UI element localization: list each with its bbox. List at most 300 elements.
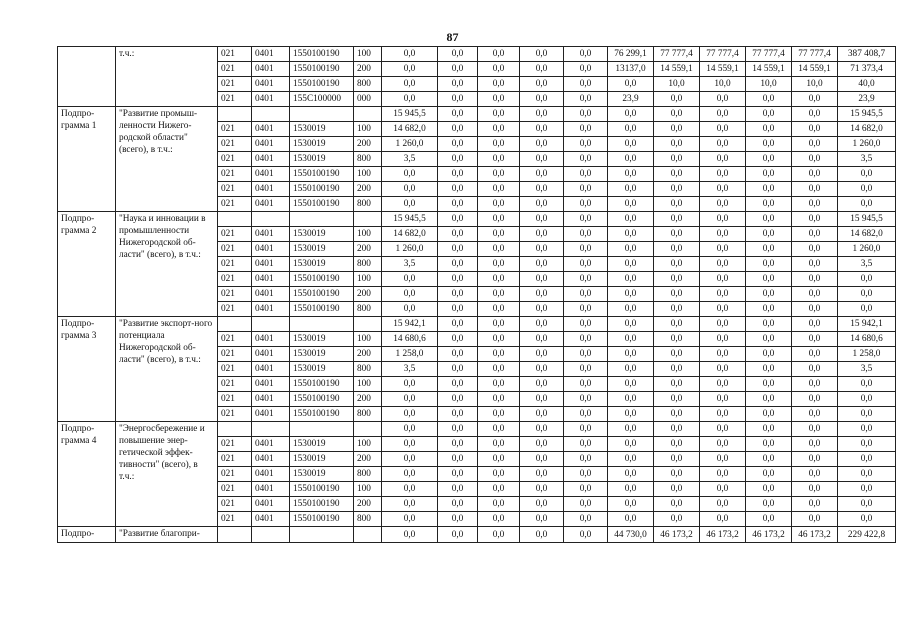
amount-cell: 0,0 <box>520 137 564 152</box>
subprogram-label: Подпро- <box>58 527 116 543</box>
amount-cell: 0,0 <box>478 422 520 437</box>
amount-cell: 0,0 <box>382 302 438 317</box>
amount-cell: 0,0 <box>700 467 746 482</box>
amount-cell: 15 945,5 <box>838 212 896 227</box>
amount-cell: 0,0 <box>608 362 654 377</box>
amount-cell: 77 777,4 <box>700 47 746 62</box>
amount-cell: 0,0 <box>564 362 608 377</box>
amount-cell: 3,5 <box>382 257 438 272</box>
budget-code-cell: 200 <box>354 242 382 257</box>
amount-cell: 0,0 <box>438 512 478 527</box>
amount-cell: 0,0 <box>700 167 746 182</box>
amount-cell: 0,0 <box>838 437 896 452</box>
subprogram-label: Подпро-грамма 3 <box>58 317 116 422</box>
budget-code-cell: 021 <box>218 512 252 527</box>
budget-code-cell: 0401 <box>252 452 290 467</box>
budget-code-cell: 800 <box>354 467 382 482</box>
budget-code-cell <box>252 422 290 437</box>
amount-cell: 0,0 <box>700 392 746 407</box>
amount-cell: 0,0 <box>608 107 654 122</box>
budget-code-cell: 100 <box>354 332 382 347</box>
amount-cell: 0,0 <box>478 197 520 212</box>
amount-cell: 0,0 <box>700 437 746 452</box>
amount-cell: 15 945,5 <box>382 107 438 122</box>
amount-cell: 77 777,4 <box>654 47 700 62</box>
budget-code-cell: 0401 <box>252 347 290 362</box>
amount-cell: 71 373,4 <box>838 62 896 77</box>
amount-cell: 0,0 <box>746 257 792 272</box>
amount-cell: 0,0 <box>564 137 608 152</box>
amount-cell: 0,0 <box>478 137 520 152</box>
amount-cell: 0,0 <box>746 137 792 152</box>
amount-cell: 0,0 <box>700 302 746 317</box>
amount-cell: 0,0 <box>478 467 520 482</box>
amount-cell: 14 559,1 <box>700 62 746 77</box>
amount-cell: 0,0 <box>746 152 792 167</box>
amount-cell: 0,0 <box>564 302 608 317</box>
amount-cell: 14 682,0 <box>838 227 896 242</box>
amount-cell: 0,0 <box>746 302 792 317</box>
amount-cell: 0,0 <box>838 272 896 287</box>
subprogram-label: Подпро-грамма 1 <box>58 107 116 212</box>
amount-cell: 0,0 <box>792 182 838 197</box>
budget-code-cell: 0401 <box>252 197 290 212</box>
budget-code-cell: 021 <box>218 287 252 302</box>
amount-cell: 0,0 <box>746 182 792 197</box>
budget-code-cell: 0401 <box>252 122 290 137</box>
amount-cell: 0,0 <box>700 452 746 467</box>
amount-cell: 0,0 <box>792 212 838 227</box>
amount-cell: 0,0 <box>564 182 608 197</box>
amount-cell: 0,0 <box>520 407 564 422</box>
budget-code-cell: 0401 <box>252 242 290 257</box>
budget-code-cell: 1530019 <box>290 362 354 377</box>
amount-cell: 0,0 <box>746 332 792 347</box>
amount-cell: 0,0 <box>654 512 700 527</box>
amount-cell: 0,0 <box>746 287 792 302</box>
budget-code-cell <box>218 317 252 332</box>
amount-cell: 0,0 <box>382 497 438 512</box>
amount-cell: 0,0 <box>438 197 478 212</box>
amount-cell: 0,0 <box>838 452 896 467</box>
amount-cell: 0,0 <box>700 287 746 302</box>
amount-cell: 0,0 <box>746 242 792 257</box>
amount-cell: 0,0 <box>608 152 654 167</box>
amount-cell: 0,0 <box>520 377 564 392</box>
amount-cell: 0,0 <box>438 62 478 77</box>
amount-cell: 0,0 <box>838 197 896 212</box>
amount-cell: 0,0 <box>564 47 608 62</box>
amount-cell: 0,0 <box>792 257 838 272</box>
amount-cell: 0,0 <box>608 452 654 467</box>
amount-cell: 0,0 <box>654 107 700 122</box>
amount-cell: 0,0 <box>700 497 746 512</box>
amount-cell: 0,0 <box>700 227 746 242</box>
amount-cell: 0,0 <box>608 302 654 317</box>
amount-cell: 0,0 <box>438 497 478 512</box>
budget-code-cell <box>354 317 382 332</box>
budget-code-cell: 1530019 <box>290 437 354 452</box>
amount-cell: 0,0 <box>438 407 478 422</box>
budget-code-cell: 021 <box>218 182 252 197</box>
amount-cell: 0,0 <box>382 467 438 482</box>
amount-cell: 0,0 <box>700 422 746 437</box>
amount-cell: 0,0 <box>478 257 520 272</box>
amount-cell: 3,5 <box>838 257 896 272</box>
amount-cell: 0,0 <box>478 377 520 392</box>
amount-cell: 0,0 <box>382 437 438 452</box>
amount-cell: 46 173,2 <box>654 527 700 543</box>
amount-cell: 0,0 <box>478 182 520 197</box>
amount-cell: 0,0 <box>478 92 520 107</box>
budget-code-cell <box>218 527 252 543</box>
budget-code-cell: 021 <box>218 122 252 137</box>
amount-cell: 13137,0 <box>608 62 654 77</box>
amount-cell: 0,0 <box>654 287 700 302</box>
amount-cell: 0,0 <box>608 122 654 137</box>
budget-code-cell <box>290 212 354 227</box>
amount-cell: 0,0 <box>564 437 608 452</box>
amount-cell: 0,0 <box>438 482 478 497</box>
amount-cell: 0,0 <box>746 167 792 182</box>
amount-cell: 0,0 <box>792 452 838 467</box>
amount-cell: 0,0 <box>520 227 564 242</box>
amount-cell: 0,0 <box>654 272 700 287</box>
amount-cell: 0,0 <box>746 407 792 422</box>
amount-cell: 14 559,1 <box>746 62 792 77</box>
budget-code-cell: 200 <box>354 62 382 77</box>
amount-cell: 0,0 <box>792 497 838 512</box>
amount-cell: 0,0 <box>520 92 564 107</box>
amount-cell: 1 260,0 <box>838 242 896 257</box>
amount-cell: 0,0 <box>520 302 564 317</box>
amount-cell: 0,0 <box>746 197 792 212</box>
amount-cell: 0,0 <box>478 407 520 422</box>
subprogram-label: Подпро-грамма 4 <box>58 422 116 527</box>
amount-cell: 0,0 <box>608 137 654 152</box>
budget-code-cell: 1550100190 <box>290 62 354 77</box>
amount-cell: 0,0 <box>654 422 700 437</box>
budget-code-cell: 1550100190 <box>290 482 354 497</box>
budget-code-cell: 1530019 <box>290 467 354 482</box>
amount-cell: 0,0 <box>382 197 438 212</box>
budget-code-cell: 0401 <box>252 167 290 182</box>
amount-cell: 0,0 <box>478 497 520 512</box>
amount-cell: 0,0 <box>564 422 608 437</box>
amount-cell: 0,0 <box>564 332 608 347</box>
budget-code-cell: 800 <box>354 512 382 527</box>
amount-cell: 0,0 <box>746 122 792 137</box>
amount-cell: 0,0 <box>438 47 478 62</box>
amount-cell: 0,0 <box>792 512 838 527</box>
amount-cell: 0,0 <box>382 182 438 197</box>
budget-code-cell: 0401 <box>252 482 290 497</box>
budget-code-cell: 100 <box>354 377 382 392</box>
amount-cell: 0,0 <box>382 482 438 497</box>
budget-code-cell: 100 <box>354 167 382 182</box>
amount-cell: 0,0 <box>520 347 564 362</box>
budget-code-cell: 021 <box>218 302 252 317</box>
amount-cell: 0,0 <box>520 242 564 257</box>
budget-code-cell: 021 <box>218 242 252 257</box>
amount-cell: 10,0 <box>746 77 792 92</box>
amount-cell: 0,0 <box>746 212 792 227</box>
amount-cell: 0,0 <box>700 347 746 362</box>
budget-code-cell <box>290 317 354 332</box>
amount-cell: 0,0 <box>700 197 746 212</box>
budget-code-cell <box>354 107 382 122</box>
amount-cell: 0,0 <box>838 392 896 407</box>
amount-cell: 0,0 <box>520 482 564 497</box>
amount-cell: 0,0 <box>654 167 700 182</box>
amount-cell: 0,0 <box>438 302 478 317</box>
amount-cell: 46 173,2 <box>792 527 838 543</box>
budget-code-cell: 200 <box>354 347 382 362</box>
budget-code-cell: 021 <box>218 392 252 407</box>
amount-cell: 0,0 <box>382 77 438 92</box>
amount-cell: 0,0 <box>564 392 608 407</box>
amount-cell: 0,0 <box>520 107 564 122</box>
budget-code-cell: 0401 <box>252 512 290 527</box>
budget-code-cell: 021 <box>218 92 252 107</box>
amount-cell: 0,0 <box>438 152 478 167</box>
amount-cell: 0,0 <box>478 482 520 497</box>
amount-cell: 0,0 <box>654 392 700 407</box>
budget-code-cell: 1550100190 <box>290 377 354 392</box>
budget-code-cell <box>252 527 290 543</box>
amount-cell: 15 942,1 <box>838 317 896 332</box>
amount-cell: 0,0 <box>438 122 478 137</box>
budget-code-cell: 0401 <box>252 62 290 77</box>
budget-code-cell: 0401 <box>252 182 290 197</box>
budget-code-cell: 021 <box>218 137 252 152</box>
amount-cell: 0,0 <box>838 167 896 182</box>
table-row <box>58 527 896 543</box>
amount-cell: 0,0 <box>438 227 478 242</box>
amount-cell: 0,0 <box>608 512 654 527</box>
amount-cell: 0,0 <box>438 437 478 452</box>
amount-cell: 0,0 <box>700 317 746 332</box>
amount-cell: 0,0 <box>438 332 478 347</box>
amount-cell: 0,0 <box>478 77 520 92</box>
amount-cell: 0,0 <box>700 107 746 122</box>
amount-cell: 0,0 <box>654 407 700 422</box>
amount-cell: 0,0 <box>608 497 654 512</box>
budget-code-cell: 0401 <box>252 152 290 167</box>
budget-code-cell: 200 <box>354 287 382 302</box>
amount-cell: 0,0 <box>700 362 746 377</box>
budget-code-cell: 021 <box>218 197 252 212</box>
amount-cell: 0,0 <box>608 227 654 242</box>
amount-cell: 0,0 <box>608 257 654 272</box>
table-row <box>58 422 896 437</box>
amount-cell: 0,0 <box>746 422 792 437</box>
amount-cell: 0,0 <box>564 377 608 392</box>
amount-cell: 0,0 <box>700 272 746 287</box>
budget-code-cell <box>252 107 290 122</box>
amount-cell: 0,0 <box>564 197 608 212</box>
amount-cell: 0,0 <box>746 497 792 512</box>
budget-code-cell: 0401 <box>252 467 290 482</box>
budget-code-cell: 0401 <box>252 257 290 272</box>
amount-cell: 0,0 <box>746 482 792 497</box>
amount-cell: 0,0 <box>654 377 700 392</box>
budget-code-cell: 021 <box>218 407 252 422</box>
amount-cell: 0,0 <box>838 482 896 497</box>
amount-cell: 0,0 <box>608 212 654 227</box>
budget-code-cell: 200 <box>354 497 382 512</box>
table-row <box>58 47 896 62</box>
amount-cell: 0,0 <box>838 422 896 437</box>
amount-cell: 15 942,1 <box>382 317 438 332</box>
budget-code-cell <box>252 212 290 227</box>
amount-cell: 0,0 <box>608 242 654 257</box>
amount-cell: 0,0 <box>792 152 838 167</box>
amount-cell: 0,0 <box>382 392 438 407</box>
budget-code-cell: 021 <box>218 62 252 77</box>
amount-cell: 0,0 <box>438 392 478 407</box>
amount-cell: 0,0 <box>520 392 564 407</box>
budget-code-cell <box>290 422 354 437</box>
amount-cell: 0,0 <box>438 107 478 122</box>
budget-code-cell: 0401 <box>252 497 290 512</box>
budget-code-cell: 021 <box>218 152 252 167</box>
amount-cell: 0,0 <box>520 197 564 212</box>
amount-cell: 0,0 <box>564 482 608 497</box>
budget-code-cell: 0401 <box>252 287 290 302</box>
amount-cell: 0,0 <box>520 212 564 227</box>
amount-cell: 14 559,1 <box>654 62 700 77</box>
amount-cell: 0,0 <box>564 227 608 242</box>
amount-cell: 0,0 <box>478 242 520 257</box>
budget-code-cell: 1550100190 <box>290 182 354 197</box>
amount-cell: 0,0 <box>478 332 520 347</box>
amount-cell: 0,0 <box>520 167 564 182</box>
budget-code-cell: 0401 <box>252 77 290 92</box>
amount-cell: 0,0 <box>838 287 896 302</box>
amount-cell: 0,0 <box>564 497 608 512</box>
amount-cell: 0,0 <box>478 437 520 452</box>
amount-cell: 0,0 <box>478 362 520 377</box>
budget-code-cell: 100 <box>354 227 382 242</box>
subprogram-description: "Развитие благопри- <box>116 527 218 543</box>
amount-cell: 0,0 <box>792 422 838 437</box>
amount-cell: 0,0 <box>654 242 700 257</box>
amount-cell: 0,0 <box>792 242 838 257</box>
amount-cell: 0,0 <box>520 527 564 543</box>
budget-code-cell: 1550100190 <box>290 47 354 62</box>
budget-code-cell <box>252 317 290 332</box>
amount-cell: 0,0 <box>792 377 838 392</box>
budget-code-cell: 155С100000 <box>290 92 354 107</box>
budget-code-cell: 100 <box>354 437 382 452</box>
amount-cell: 14 680,6 <box>382 332 438 347</box>
budget-code-cell: 1550100190 <box>290 77 354 92</box>
amount-cell: 0,0 <box>520 77 564 92</box>
budget-code-cell: 021 <box>218 467 252 482</box>
amount-cell: 0,0 <box>700 242 746 257</box>
amount-cell: 0,0 <box>520 182 564 197</box>
budget-code-cell: 800 <box>354 362 382 377</box>
amount-cell: 10,0 <box>700 77 746 92</box>
subprogram-description: "Наука и инновации в промышленности Нижегородской об-ласти" (всего), в т.ч.: <box>116 212 218 317</box>
budget-code-cell: 200 <box>354 182 382 197</box>
amount-cell: 0,0 <box>478 347 520 362</box>
amount-cell: 0,0 <box>438 257 478 272</box>
amount-cell: 0,0 <box>608 332 654 347</box>
amount-cell: 0,0 <box>564 77 608 92</box>
amount-cell: 0,0 <box>654 347 700 362</box>
budget-code-cell: 800 <box>354 197 382 212</box>
amount-cell: 76 299,1 <box>608 47 654 62</box>
amount-cell: 0,0 <box>438 182 478 197</box>
budget-code-cell: 1530019 <box>290 137 354 152</box>
amount-cell: 3,5 <box>838 152 896 167</box>
amount-cell: 0,0 <box>792 107 838 122</box>
amount-cell: 0,0 <box>746 512 792 527</box>
budget-code-cell: 100 <box>354 482 382 497</box>
amount-cell: 0,0 <box>564 62 608 77</box>
amount-cell: 0,0 <box>520 497 564 512</box>
amount-cell: 0,0 <box>520 257 564 272</box>
amount-cell: 0,0 <box>564 317 608 332</box>
amount-cell: 0,0 <box>654 452 700 467</box>
amount-cell: 0,0 <box>438 347 478 362</box>
amount-cell: 0,0 <box>838 302 896 317</box>
amount-cell: 23,9 <box>838 92 896 107</box>
amount-cell: 0,0 <box>478 62 520 77</box>
budget-code-cell: 800 <box>354 152 382 167</box>
amount-cell: 0,0 <box>792 332 838 347</box>
amount-cell: 0,0 <box>564 257 608 272</box>
amount-cell: 0,0 <box>478 302 520 317</box>
amount-cell: 0,0 <box>564 287 608 302</box>
amount-cell: 14 682,0 <box>382 122 438 137</box>
amount-cell: 0,0 <box>564 152 608 167</box>
amount-cell: 0,0 <box>438 377 478 392</box>
budget-code-cell: 200 <box>354 452 382 467</box>
budget-code-cell: 1530019 <box>290 227 354 242</box>
amount-cell: 0,0 <box>564 242 608 257</box>
amount-cell: 0,0 <box>608 167 654 182</box>
amount-cell: 0,0 <box>792 137 838 152</box>
amount-cell: 0,0 <box>438 137 478 152</box>
amount-cell: 0,0 <box>520 62 564 77</box>
amount-cell: 0,0 <box>792 302 838 317</box>
budget-code-cell: 021 <box>218 347 252 362</box>
amount-cell: 0,0 <box>700 137 746 152</box>
amount-cell: 44 730,0 <box>608 527 654 543</box>
budget-code-cell: 1550100190 <box>290 407 354 422</box>
amount-cell: 0,0 <box>438 77 478 92</box>
amount-cell: 10,0 <box>654 77 700 92</box>
amount-cell: 0,0 <box>654 317 700 332</box>
budget-code-cell: 0401 <box>252 137 290 152</box>
amount-cell: 0,0 <box>792 197 838 212</box>
amount-cell: 0,0 <box>438 362 478 377</box>
budget-code-cell: 1530019 <box>290 332 354 347</box>
budget-code-cell: 0401 <box>252 437 290 452</box>
budget-code-cell: 1530019 <box>290 257 354 272</box>
amount-cell: 0,0 <box>746 362 792 377</box>
amount-cell: 40,0 <box>838 77 896 92</box>
budget-code-cell: 1530019 <box>290 242 354 257</box>
amount-cell: 0,0 <box>438 422 478 437</box>
amount-cell: 0,0 <box>478 392 520 407</box>
amount-cell: 0,0 <box>478 527 520 543</box>
amount-cell: 0,0 <box>520 287 564 302</box>
amount-cell: 0,0 <box>382 377 438 392</box>
